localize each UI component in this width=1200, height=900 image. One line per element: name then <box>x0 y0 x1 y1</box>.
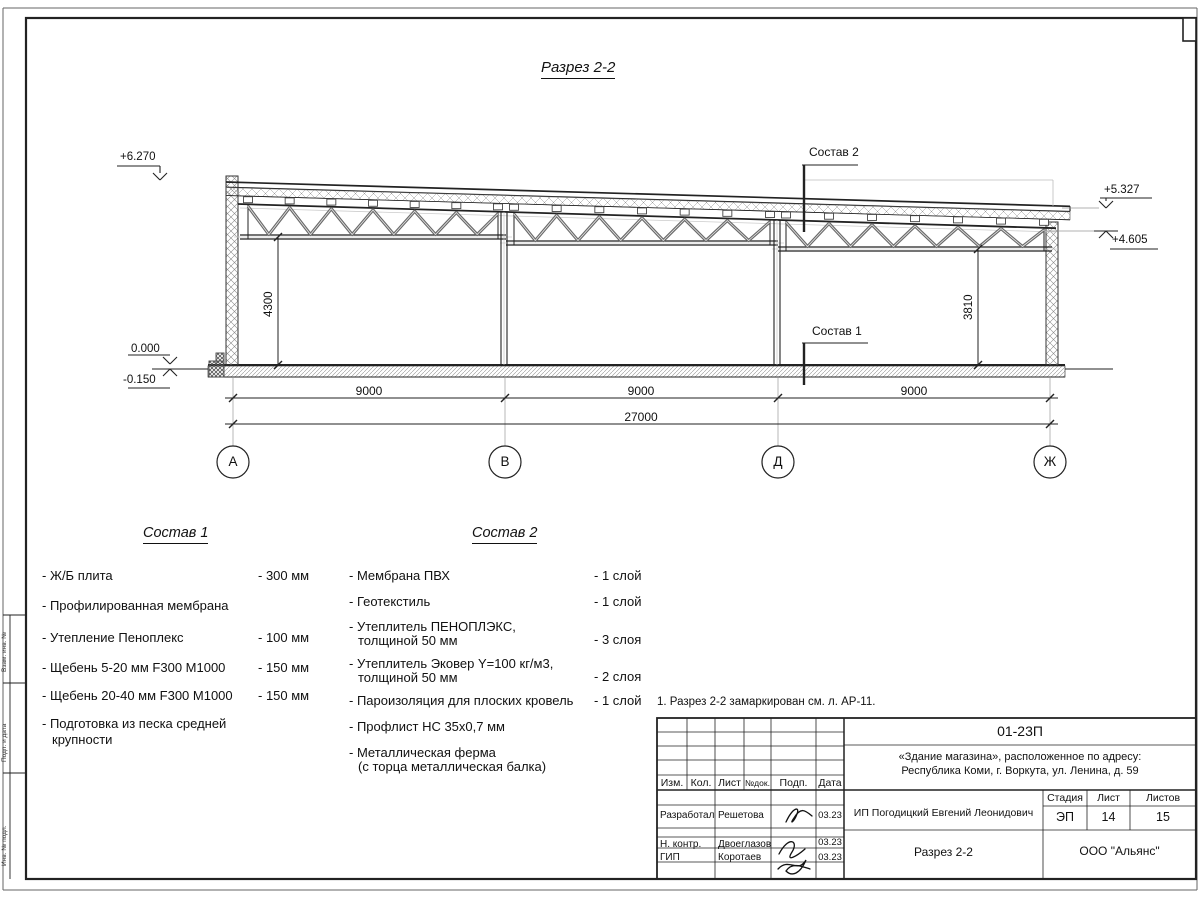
side-stamp-inv: Инв. № подл. <box>1 825 8 866</box>
titleblock-stage-label: Стадия <box>1047 792 1083 804</box>
spec1-item-3-name: - Щебень 5-20 мм F300 М1000 <box>42 660 226 675</box>
callout-sostav2: Состав 2 <box>809 145 859 159</box>
titleblock-sheet-value: 14 <box>1101 810 1116 824</box>
spec2-item-2-name: - Утеплитель ПЕНОПЛЭКС, <box>349 619 516 634</box>
spec1-item-1-name: - Профилированная мембрана <box>42 598 229 613</box>
titleblock-gip-role: ГИП <box>660 852 680 863</box>
axis-bubble-g: Ж <box>1043 454 1057 469</box>
spec2-item-6-name: - Металлическая ферма <box>349 745 496 760</box>
spec1-item-0-name: - Ж/Б плита <box>42 568 113 583</box>
elevation-0000: 0.000 <box>131 343 160 355</box>
spec2-item-4-name: - Пароизоляция для плоских кровель <box>349 693 574 708</box>
dim-total: 27000 <box>624 410 658 424</box>
sheet-note: 1. Разрез 2-2 замаркирован см. л. АР-11. <box>657 696 876 708</box>
titleblock-col-izm: Изм. <box>660 777 684 789</box>
titleblock-developer-role: Разработал <box>660 810 715 821</box>
titleblock-col-kol: Кол. <box>690 777 712 789</box>
titleblock-col-data: Дата <box>818 777 842 789</box>
axis-bubble-a: А <box>228 454 238 469</box>
spec1-item-5-name2: крупности <box>52 732 113 747</box>
titleblock-ncontr-role: Н. контр. <box>660 839 702 850</box>
titleblock-sheets-value: 15 <box>1156 810 1170 824</box>
side-stamp-vzam: Взам. инв. № <box>1 631 8 672</box>
titleblock-object-line1: «Здание магазина», расположенное по адресу: <box>898 751 1142 763</box>
dim-height-left: 4300 <box>263 291 275 317</box>
titleblock-drawing-name: Разрез 2-2 <box>914 845 973 859</box>
titleblock-ncontr-name: Двоеглазов <box>718 839 772 850</box>
spec2-item-3-name: - Утеплитель Эковер Y=100 кг/м3, <box>349 656 554 671</box>
dim-bay2: 9000 <box>627 384 655 398</box>
spec2-item-3-name2: толщиной 50 мм <box>358 670 458 685</box>
callout-sostav1: Состав 1 <box>812 324 862 338</box>
titleblock-gip-date: 03.23 <box>818 852 842 863</box>
titleblock-code: 01-23П <box>997 723 1043 739</box>
spec1-item-0-value: - 300 мм <box>258 568 310 583</box>
spec2-item-5-name: - Профлист НС 35х0,7 мм <box>349 719 505 734</box>
titleblock-col-ndok: №док. <box>745 778 770 788</box>
spec1-item-3-value: - 150 мм <box>258 660 310 675</box>
titleblock-sheets-label: Листов <box>1145 792 1181 804</box>
spec2-item-2-name2: толщиной 50 мм <box>358 633 458 648</box>
spec2-item-3-value: - 2 слоя <box>594 669 642 684</box>
titleblock-object-line2: Республика Коми, г. Воркута, ул. Ленина, д. 59 <box>901 765 1139 777</box>
titleblock-developer-name: Решетова <box>718 810 764 821</box>
titleblock-org: ООО "Альянс" <box>1079 844 1160 858</box>
spec2-title: Состав 2 <box>472 525 537 544</box>
dim-height-right: 3810 <box>963 294 975 320</box>
spec1-item-4-value: - 150 мм <box>258 688 310 703</box>
spec1-item-2-name: - Утепление Пеноплекс <box>42 630 184 645</box>
titleblock-col-list: Лист <box>718 777 741 789</box>
spec1-item-5-name: - Подготовка из песка средней <box>42 716 227 731</box>
spec2-item-6-name2: (с торца металлическая балка) <box>358 759 547 774</box>
side-stamp-podp: Подп. и дата <box>1 723 8 762</box>
titleblock-developer-date: 03.23 <box>818 810 842 821</box>
dim-bay3: 9000 <box>900 384 928 398</box>
spec1-item-2-value: - 100 мм <box>258 630 310 645</box>
spec1-title: Состав 1 <box>143 525 208 544</box>
elevation-5327: +5.327 <box>1104 184 1140 196</box>
sheet-title: Разрез 2-2 <box>541 59 615 79</box>
spec2-item-0-value: - 1 слой <box>594 568 642 583</box>
titleblock-gip-name: Коротаев <box>718 852 762 863</box>
titleblock-col-podp: Подп. <box>779 777 808 789</box>
elevation-m0150: -0.150 <box>123 374 156 386</box>
axis-bubble-b: В <box>500 454 510 469</box>
dim-bay1: 9000 <box>355 384 383 398</box>
spec2-item-1-name: - Геотекстиль <box>349 594 431 609</box>
axis-bubble-d: Д <box>773 454 783 469</box>
elevation-6270: +6.270 <box>120 151 156 163</box>
spec2-item-2-value: - 3 слоя <box>594 632 642 647</box>
titleblock-ncontr-date: 03.23 <box>818 837 842 848</box>
elevation-4605: +4.605 <box>1112 234 1148 246</box>
titleblock-client: ИП Погодицкий Евгений Леонидович <box>853 807 1034 819</box>
titleblock-stage-value: ЭП <box>1056 810 1074 824</box>
titleblock-sheet-label: Лист <box>1097 792 1120 804</box>
spec2-item-0-name: - Мембрана ПВХ <box>349 568 450 583</box>
spec2-item-1-value: - 1 слой <box>594 594 642 609</box>
spec1-item-4-name: - Щебень 20-40 мм F300 М1000 <box>42 688 233 703</box>
spec2-item-4-value: - 1 слой <box>594 693 642 708</box>
